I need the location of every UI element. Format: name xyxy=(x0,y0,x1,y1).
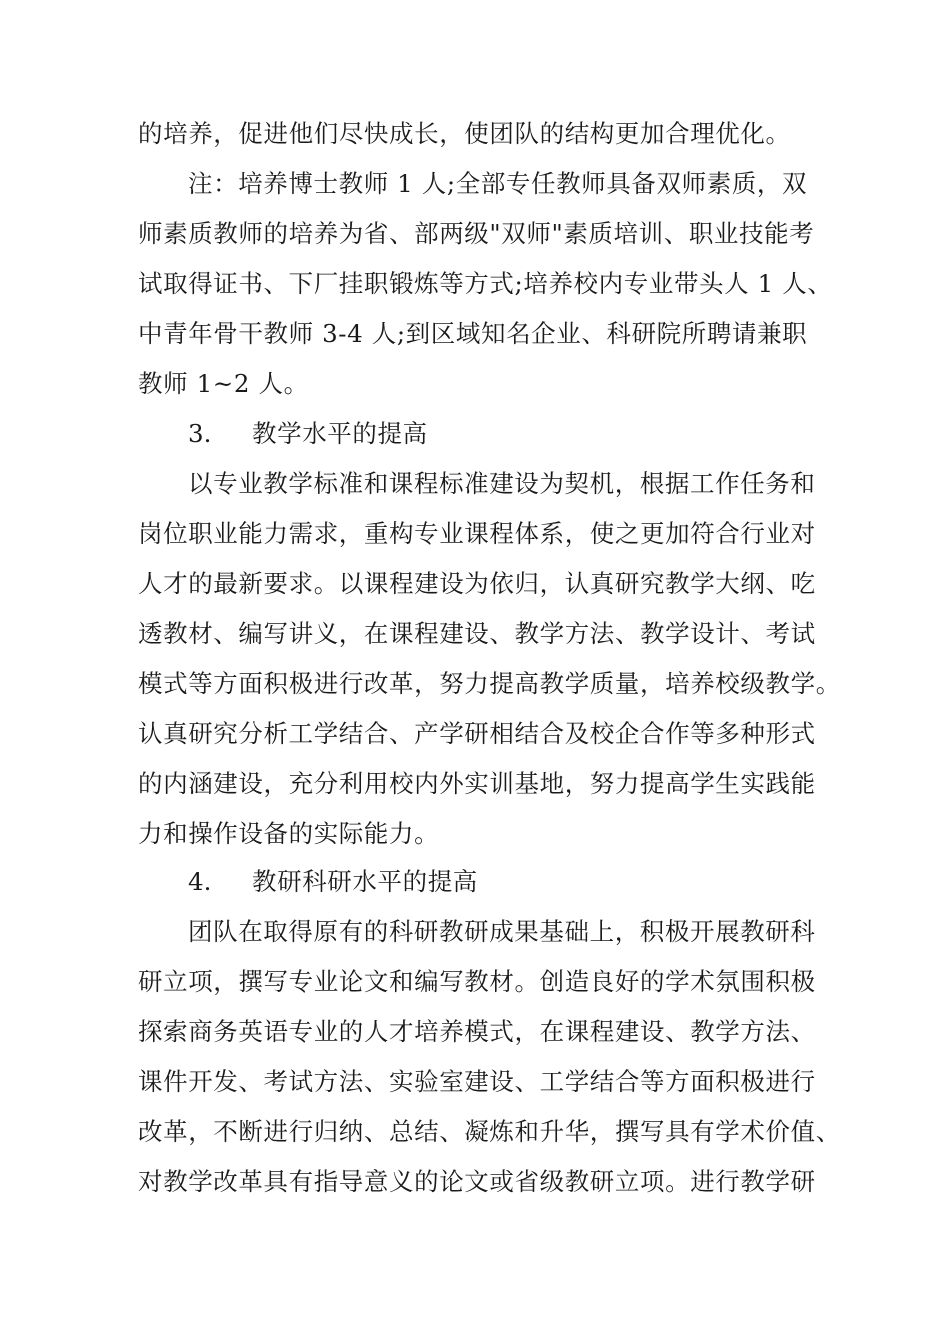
text-line: 试取得证书、下厂挂职锻炼等方式;培养校内专业带头人 1 人、 xyxy=(138,269,833,298)
text-line: 教师 1~2 人。 xyxy=(138,369,309,398)
text-line: 中青年骨干教师 3-4 人;到区域知名企业、科研院所聘请兼职 xyxy=(138,319,808,348)
section-heading: 教研科研水平的提高 xyxy=(252,867,478,896)
text-line: 模式等方面积极进行改革，努力提高教学质量，培养校级教学。 xyxy=(138,669,841,698)
text-line: 团队在取得原有的科研教研成果基础上，积极开展教研科 xyxy=(188,917,816,946)
text-line: 认真研究分析工学结合、产学研相结合及校企合作等多种形式 xyxy=(138,719,816,748)
text-line: 的培养，促进他们尽快成长，使团队的结构更加合理优化。 xyxy=(138,119,791,148)
text-line: 岗位职业能力需求，重构专业课程体系，使之更加符合行业对 xyxy=(138,519,816,548)
text-line: 探索商务英语专业的人才培养模式，在课程建设、教学方法、 xyxy=(138,1017,816,1046)
section-number: 4. xyxy=(188,867,212,896)
text-line: 对教学改革具有指导意义的论文或省级教研立项。进行教学研 xyxy=(138,1167,816,1196)
text-line: 人才的最新要求。以课程建设为依归，认真研究教学大纲、吃 xyxy=(138,569,816,598)
text-line: 力和操作设备的实际能力。 xyxy=(138,819,440,848)
section-number: 3. xyxy=(188,419,212,448)
text-line: 注：培养博士教师 1 人;全部专任教师具备双师素质，双 xyxy=(188,169,808,198)
text-line: 以专业教学标准和课程标准建设为契机，根据工作任务和 xyxy=(188,469,816,498)
text-line: 师素质教师的培养为省、部两级"双师"素质培训、职业技能考 xyxy=(138,219,815,248)
section-heading: 教学水平的提高 xyxy=(252,419,428,448)
text-line: 研立项，撰写专业论文和编写教材。创造良好的学术氛围积极 xyxy=(138,967,816,996)
text-line: 的内涵建设，充分利用校内外实训基地，努力提高学生实践能 xyxy=(138,769,816,798)
text-line: 课件开发、考试方法、实验室建设、工学结合等方面积极进行 xyxy=(138,1067,816,1096)
text-line: 透教材、编写讲义，在课程建设、教学方法、教学设计、考试 xyxy=(138,619,816,648)
text-line: 改革，不断进行归纳、总结、凝炼和升华，撰写具有学术价值、 xyxy=(138,1117,841,1146)
